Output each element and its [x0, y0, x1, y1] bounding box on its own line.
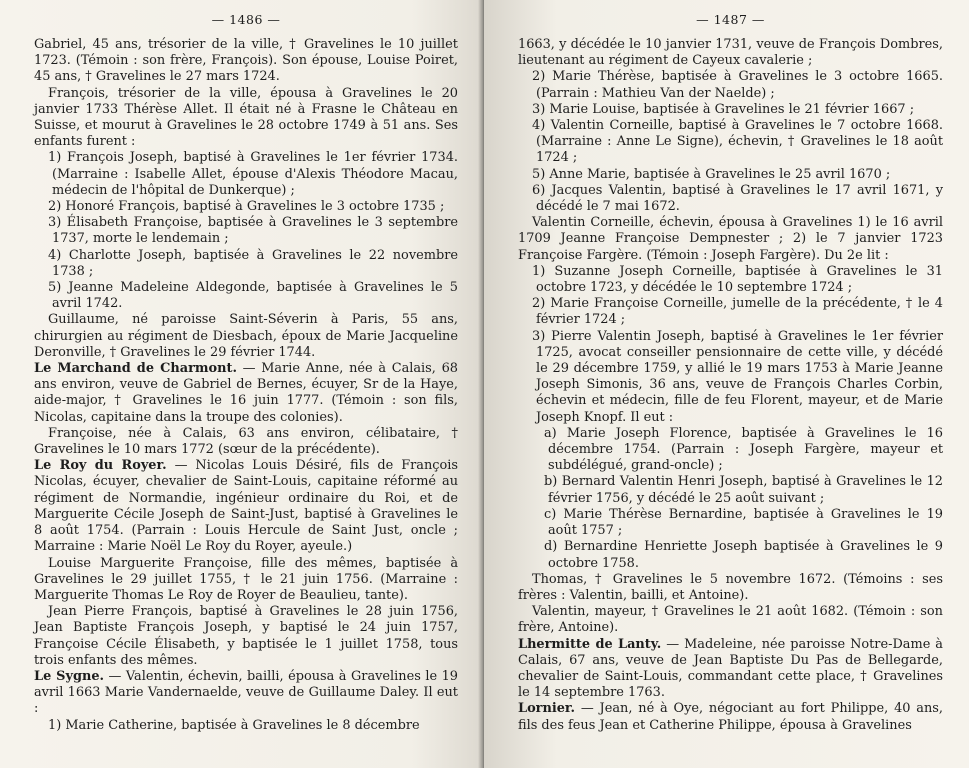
text-paragraph — [518, 572, 943, 604]
paragraph-text: 1663, y décédée le 10 janvier 1731, veuve de François Dombres, lieutenant au régiment de Cayeux cavalerie ; — [518, 37, 943, 69]
paragraph-text: — Jean, né à Oye, négociant au fort Philippe, 40 ans, fils des feus Jean et Catherine Philippe, épousa à Gravelines — [518, 701, 943, 733]
paragraph-text: 1) Marie Catherine, baptisée à Gravelines le 8 décembre — [48, 717, 420, 733]
text-paragraph — [34, 604, 458, 669]
paragraph-text: François, trésorier de la ville, épousa à Gravelines le 20 janvier 1733 Thérèse Allet. Il était né à Frasne le Château en Suisse, et mourut à Gravelines le 28 octobre 1749 à 51 ans. Ses enfants furent : — [34, 85, 458, 150]
paragraph-text: 2) Marie Françoise Corneille, jumelle de la précédente, † le 4 février 1724 ; — [532, 296, 943, 328]
text-paragraph — [518, 604, 943, 636]
paragraph-text: c) Marie Thérèse Bernardine, baptisée à Gravelines le 19 août 1757 ; — [544, 506, 943, 539]
family-heading: Le Roy du Royer. — [34, 458, 167, 474]
paragraph-text: Valentin Corneille, échevin, épousa à Gravelines 1) le 16 avril 1709 Jeanne Françoise Dempnester ; 2) le 7 janvier 1723 Françoise Fargère. (Témoin : Joseph Fargère). Du 2e lit : — [518, 215, 943, 263]
text-paragraph — [518, 426, 943, 475]
text-paragraph — [34, 150, 458, 199]
text-paragraph — [34, 718, 458, 734]
right-page — [484, 0, 969, 768]
text-paragraph — [518, 102, 943, 118]
paragraph-text: 3) Pierre Valentin Joseph, baptisé à Gravelines le 1er février 1725, avocat conseiller pensionnaire de cette ville, y décédé le 29 décembre 1759, y allié le 19 mars 1753 à Marie Jeanne Joseph Simonis, 36 ans, veuve de François Charles Corbin, échevin et médecin, fille de feu Florent, mayeur, et de Marie Joseph Knopf. Il eut : — [532, 328, 943, 425]
text-paragraph — [518, 118, 943, 167]
paragraph-text: Jean Pierre François, baptisé à Gravelines le 28 juin 1756, Jean Baptiste François Joseph, y baptisé le 24 juin 1757, Françoise Cécile Élisabeth, y baptisée le 1 juillet 1758, tous trois enfants des mêmes. — [34, 604, 458, 668]
entry-paragraph — [34, 669, 458, 718]
paragraph-text: a) Marie Joseph Florence, baptisée à Gravelines le 16 décembre 1754. (Parrain : Joseph Fargère, mayeur et subdélégué, grand-oncle) ; — [544, 425, 943, 474]
text-paragraph — [34, 312, 458, 361]
paragraph-text: Françoise, née à Calais, 63 ans environ, célibataire, † Gravelines le 10 mars 1772 (sœur de la précédente). — [34, 425, 458, 458]
paragraph-text: b) Bernard Valentin Henri Joseph, baptisé à Gravelines le 12 février 1756, y décédé le 25 août suivant ; — [544, 474, 943, 506]
paragraph-text: 1) François Joseph, baptisé à Gravelines le 1er février 1734. (Marraine : Isabelle Allet, épouse d'Alexis Théodore Macau, médecin de l'hôpital de Dunkerque) ; — [48, 150, 458, 198]
entry-paragraph — [518, 701, 943, 733]
text-paragraph — [518, 167, 943, 183]
paragraph-text: Guillaume, né paroisse Saint-Séverin à Paris, 55 ans, chirurgien au régiment de Diesbach, époux de Marie Jacqueline Deronville, † Gravelines le 29 février 1744. — [34, 312, 458, 360]
text-paragraph — [34, 37, 458, 86]
family-heading: Le Sygne. — [34, 668, 105, 684]
left-page — [0, 0, 484, 768]
paragraph-text: — Valentin, échevin, bailli, épousa à Gravelines le 19 avril 1663 Marie Vandernaelde, veuve de Guillaume Daley. Il eut : — [34, 668, 458, 717]
text-paragraph — [34, 86, 458, 151]
text-paragraph — [518, 69, 943, 101]
paragraph-text: 1) Suzanne Joseph Corneille, baptisée à Gravelines le 31 octobre 1723, y décédée le 10 septembre 1724 ; — [532, 263, 943, 296]
text-paragraph — [518, 507, 943, 539]
paragraph-text: 2) Marie Thérèse, baptisée à Gravelines le 3 octobre 1665. (Parrain : Mathieu Van der Naelde) ; — [532, 69, 943, 101]
text-paragraph — [518, 329, 943, 426]
text-paragraph — [34, 215, 458, 247]
paragraph-text: 4) Charlotte Joseph, baptisée à Gravelines le 22 novembre 1738 ; — [48, 247, 458, 279]
paragraph-text: — Marie Anne, née à Calais, 68 ans environ, veuve de Gabriel de Bernes, écuyer, Sr de la Haye, aide-major, † Gravelines le 16 juin 1777. (Témoin : son fils, Nicolas, capitaine dans la troupe des colonies). — [34, 361, 458, 425]
paragraph-text: Valentin, mayeur, † Gravelines le 21 août 1682. (Témoin : son frère, Antoine). — [518, 604, 943, 636]
entry-paragraph — [34, 458, 458, 555]
paragraph-text: Thomas, † Gravelines le 5 novembre 1672. (Témoins : ses frères : Valentin, bailli, et Antoine). — [518, 571, 943, 603]
paragraph-text: Louise Marguerite Françoise, fille des mêmes, baptisée à Gravelines le 29 juillet 1755, † le 21 juin 1756. (Marraine : Marguerite Thomas Le Roy de Royer de Beaulieu, tante). — [34, 555, 458, 603]
text-paragraph — [34, 426, 458, 458]
text-paragraph — [518, 264, 943, 296]
text-paragraph — [34, 556, 458, 605]
paragraph-text: 3) Marie Louise, baptisée à Gravelines le 21 février 1667 ; — [532, 101, 915, 117]
page-number: — 1487 — — [696, 12, 765, 27]
text-paragraph — [518, 183, 943, 215]
family-heading: Lornier. — [518, 701, 576, 717]
paragraph-text: Gabriel, 45 ans, trésorier de la ville, † Gravelines le 10 juillet 1723. (Témoin : son frère, François). Son épouse, Louise Poiret, 45 ans, † Gravelines le 27 mars 1724. — [34, 37, 458, 85]
family-heading: Lhermitte de Lanty. — [518, 636, 662, 652]
paragraph-text: 3) Élisabeth Françoise, baptisée à Gravelines le 3 septembre 1737, morte le lendemain ; — [48, 215, 458, 247]
text-paragraph — [518, 539, 943, 571]
text-paragraph — [518, 215, 943, 264]
paragraph-text: — Madeleine, née paroisse Notre-Dame à Calais, 67 ans, veuve de Jean Baptiste Du Pas de Bellegarde, chevalier de Saint-Louis, commandant cette place, † Gravelines le 14 septembre 1763. — [518, 636, 943, 701]
text-paragraph — [518, 296, 943, 328]
text-paragraph — [34, 280, 458, 312]
page-number: — 1486 — — [211, 12, 281, 27]
paragraph-text: 4) Valentin Corneille, baptisé à Gravelines le 7 octobre 1668. (Marraine : Anne Le Signe), échevin, † Gravelines le 18 août 1724 ; — [532, 118, 943, 166]
text-paragraph — [518, 37, 943, 69]
paragraph-text: 2) Honoré François, baptisé à Gravelines le 3 octobre 1735 ; — [48, 199, 445, 215]
paragraph-text: d) Bernardine Henriette Joseph baptisée à Gravelines le 9 octobre 1758. — [544, 539, 943, 571]
text-paragraph — [34, 248, 458, 280]
family-heading: Le Marchand de Charmont. — [34, 361, 237, 377]
paragraph-text: 6) Jacques Valentin, baptisé à Gravelines le 17 avril 1671, y décédé le 7 mai 1672. — [532, 182, 943, 215]
text-paragraph — [34, 199, 458, 215]
page-text — [518, 37, 943, 734]
page-text — [34, 37, 458, 734]
paragraph-text: 5) Jeanne Madeleine Aldegonde, baptisée à Gravelines le 5 avril 1742. — [48, 280, 458, 312]
entry-paragraph — [34, 361, 458, 426]
entry-paragraph — [518, 637, 943, 702]
text-paragraph — [518, 474, 943, 506]
paragraph-text: 5) Anne Marie, baptisée à Gravelines le 25 avril 1670 ; — [532, 166, 891, 182]
paragraph-text: — Nicolas Louis Désiré, fils de François Nicolas, écuyer, chevalier de Saint-Louis, capitaine réformé au régiment de Normandie, ingénieur ordinaire du Roi, et de Marguerite Cécile Joseph de Saint-Just, baptisé à Gravelines le 8 août 1754. (Parrain : Louis Hercule de Saint Just, oncle ; Marraine : Marie Noël Le Roy du Royer, ayeule.) — [34, 458, 459, 555]
